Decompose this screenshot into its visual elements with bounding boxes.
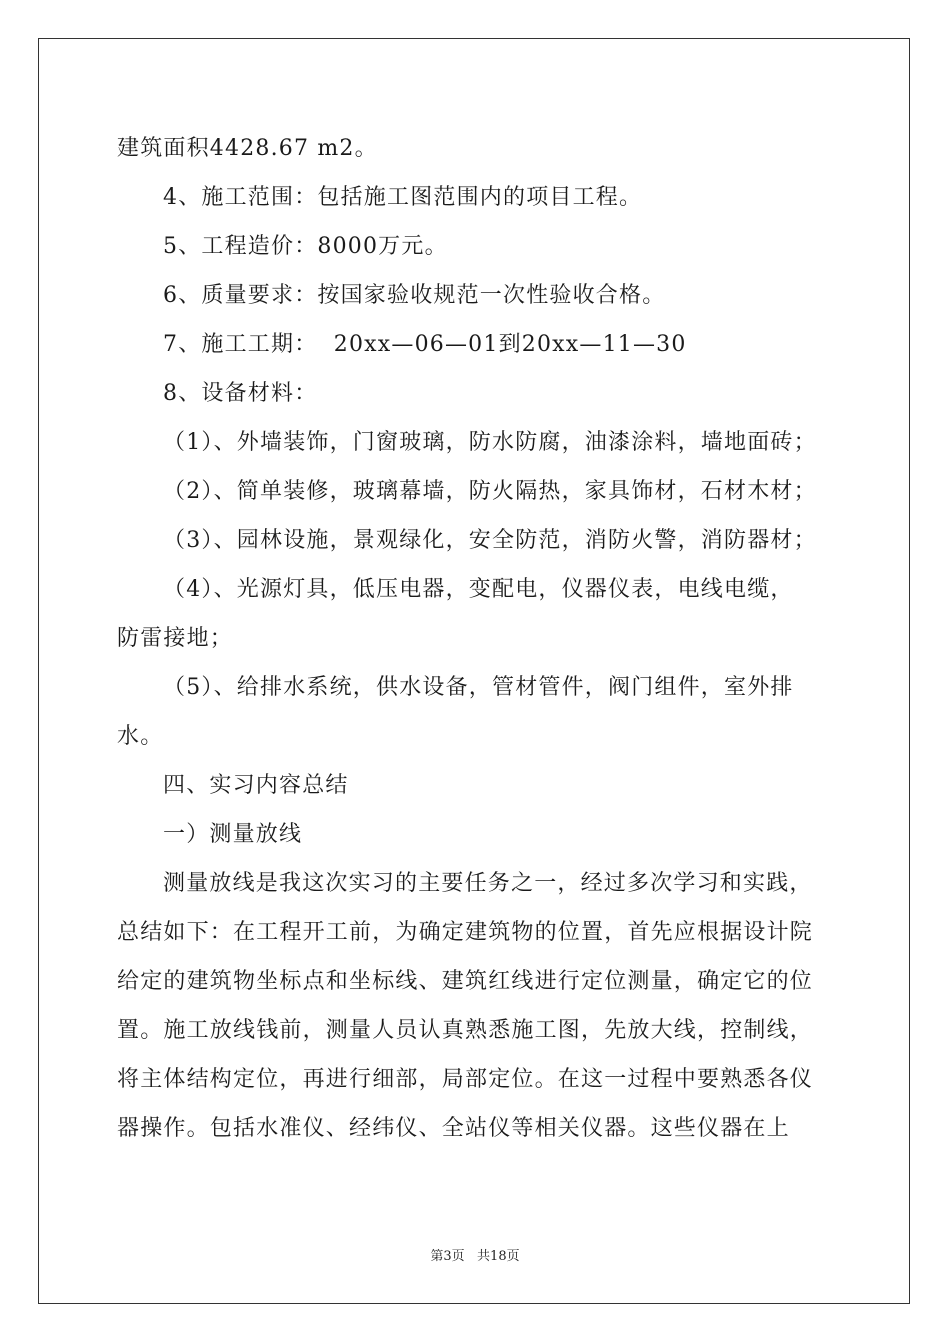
text-line: 7、施工工期： 20xx—06—01到20xx—11—30	[163, 332, 687, 357]
subsection-heading: 一）测量放线	[163, 822, 303, 847]
text-line: 总结如下：在工程开工前，为确定建筑物的位置，首先应根据设计院	[117, 920, 814, 945]
text-line: 给定的建筑物坐标点和坐标线、建筑红线进行定位测量，确定它的位	[117, 969, 814, 994]
text-line: 水。	[117, 724, 164, 749]
text-line: 5、工程造价：8000万元。	[163, 234, 448, 259]
text-line: （4）、光源灯具，低压电器，变配电，仪器仪表，电线电缆，	[163, 577, 794, 602]
section-heading: 四、实习内容总结	[163, 773, 349, 798]
text-line: 4、施工范围：包括施工图范围内的项目工程。	[163, 185, 643, 210]
text-line: （2）、简单装修，玻璃幕墙，防火隔热，家具饰材，石材木材；	[163, 479, 817, 504]
text-line: 置。施工放线钱前，测量人员认真熟悉施工图，先放大线，控制线，	[117, 1018, 814, 1043]
text-line: （3）、园林设施，景观绿化，安全防范，消防火警，消防器材；	[163, 528, 817, 553]
text-line: 建筑面积4428.67 m2。	[117, 136, 378, 161]
text-line: 器操作。包括水准仪、经纬仪、全站仪等相关仪器。这些仪器在上	[117, 1116, 790, 1141]
page-number-footer: 第3页 共18页	[430, 1249, 520, 1264]
text-line: 测量放线是我这次实习的主要任务之一，经过多次学习和实践，	[163, 871, 813, 896]
text-line: 8、设备材料：	[163, 381, 318, 406]
document-body	[117, 129, 833, 1158]
text-line: 6、质量要求：按国家验收规范一次性验收合格。	[163, 283, 666, 308]
text-line: 将主体结构定位，再进行细部，局部定位。在这一过程中要熟悉各仪	[117, 1067, 814, 1092]
text-line: （5）、给排水系统，供水设备，管材管件，阀门组件，室外排	[163, 675, 794, 700]
text-line: 防雷接地；	[117, 626, 234, 651]
text-line: （1）、外墙装饰，门窗玻璃，防水防腐，油漆涂料，墙地面砖；	[163, 430, 817, 455]
